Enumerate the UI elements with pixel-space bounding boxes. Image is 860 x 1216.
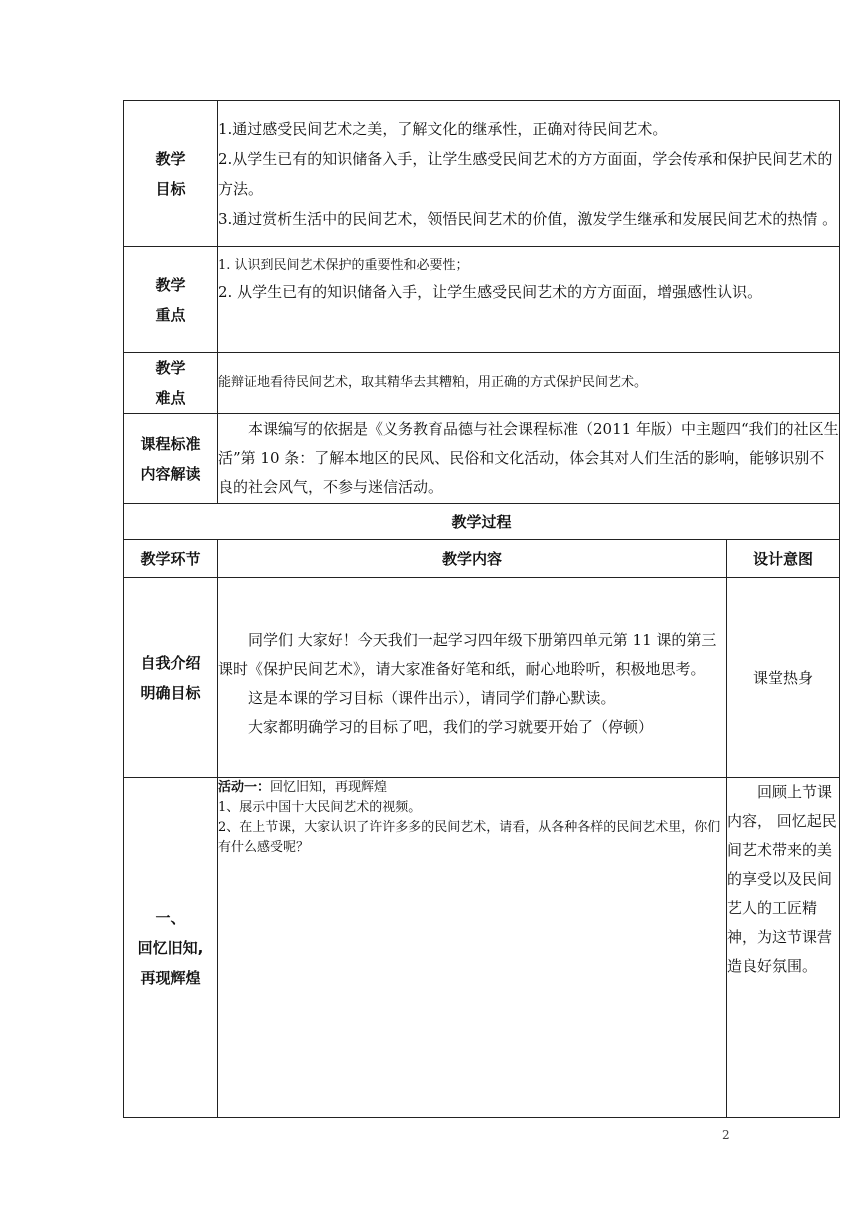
key-points-content	[218, 247, 840, 353]
section1-stage: 一、 回忆旧知, 再现辉煌	[124, 778, 218, 1118]
difficulties-row	[124, 353, 840, 414]
page-number: 2	[722, 1128, 730, 1142]
standard-row	[124, 414, 840, 504]
standard-content: 本课编写的依据是《义务教育品德与社会课程标准（2011 年版）中主题四“我们的社区生活”第 10 条：了解本地区的民风、民俗和文化活动，体会其对人们生活的影响，能够识别不良的社会风气，不参与迷信活动。	[218, 414, 840, 504]
intro-row	[124, 578, 840, 778]
difficulties-content: 能辩证地看待民间艺术，取其精华去其糟粕，用正确的方式保护民间艺术。	[218, 353, 840, 414]
activity-item: 2、在上节课，大家认识了许许多多的民间艺术，请看，从各种各样的民间艺术里，你们有什么感受呢？	[218, 820, 721, 855]
key-point-item: 1. 认识到民间艺术保护的重要性和必要性；	[218, 258, 469, 273]
section1-row	[124, 778, 840, 1118]
goals-row	[124, 101, 840, 247]
goal-item: 1.通过感受民间艺术之美，了解文化的继承性，正确对待民间艺术。	[218, 119, 668, 138]
key-points-row	[124, 247, 840, 353]
lesson-plan-table	[123, 100, 840, 1118]
activity-name: 回忆旧知，再现辉煌	[270, 780, 388, 795]
goals-content	[218, 101, 840, 247]
activity-item: 1、展示中国十大民间艺术的视频。	[218, 800, 422, 815]
process-title-row	[124, 504, 840, 540]
section1-content	[218, 778, 727, 1118]
intro-stage: 自我介绍 明确目标	[124, 578, 218, 778]
difficulties-label: 教学 难点	[124, 353, 218, 414]
intro-intent: 课堂热身	[727, 578, 840, 778]
activity-heading	[218, 778, 726, 798]
intro-content: 同学们 大家好！今天我们一起学习四年级下册第四单元第 11 课的第三课时《保护民间艺术》，请大家准备好笔和纸，耐心地聆听，积极地思考。 这是本课的学习目标（课件出示），请同学们静心默读。 大家都明确学习的目标了吧，我们的学习就要开始了（停顿）	[218, 578, 727, 778]
key-point-item: 2. 从学生已有的知识储备入手，让学生感受民间艺术的方方面面，增强感性认识。	[218, 283, 763, 301]
header-stage: 教学环节	[124, 540, 218, 578]
activity-title: 活动一：	[218, 780, 271, 795]
standard-label: 课程标准 内容解读	[124, 414, 218, 504]
process-title: 教学过程	[124, 504, 840, 540]
header-content: 教学内容	[218, 540, 727, 578]
key-points-label: 教学 重点	[124, 247, 218, 353]
goal-item: 2.从学生已有的知识储备入手，让学生感受民间艺术的方方面面，学会传承和保护民间艺术的方法。	[218, 149, 833, 198]
goal-item: 3.通过赏析生活中的民间艺术，领悟民间艺术的价值，激发学生继承和发展民间艺术的热情 。	[218, 209, 838, 228]
process-header-row	[124, 540, 840, 578]
header-intent: 设计意图	[727, 540, 840, 578]
goals-label: 教学 目标	[124, 101, 218, 247]
section1-intent: 回顾上节课内容， 回忆起民间艺术带来的美的享受以及民间艺人的工匠精神，为这节课营造良好氛围。	[727, 778, 840, 1118]
